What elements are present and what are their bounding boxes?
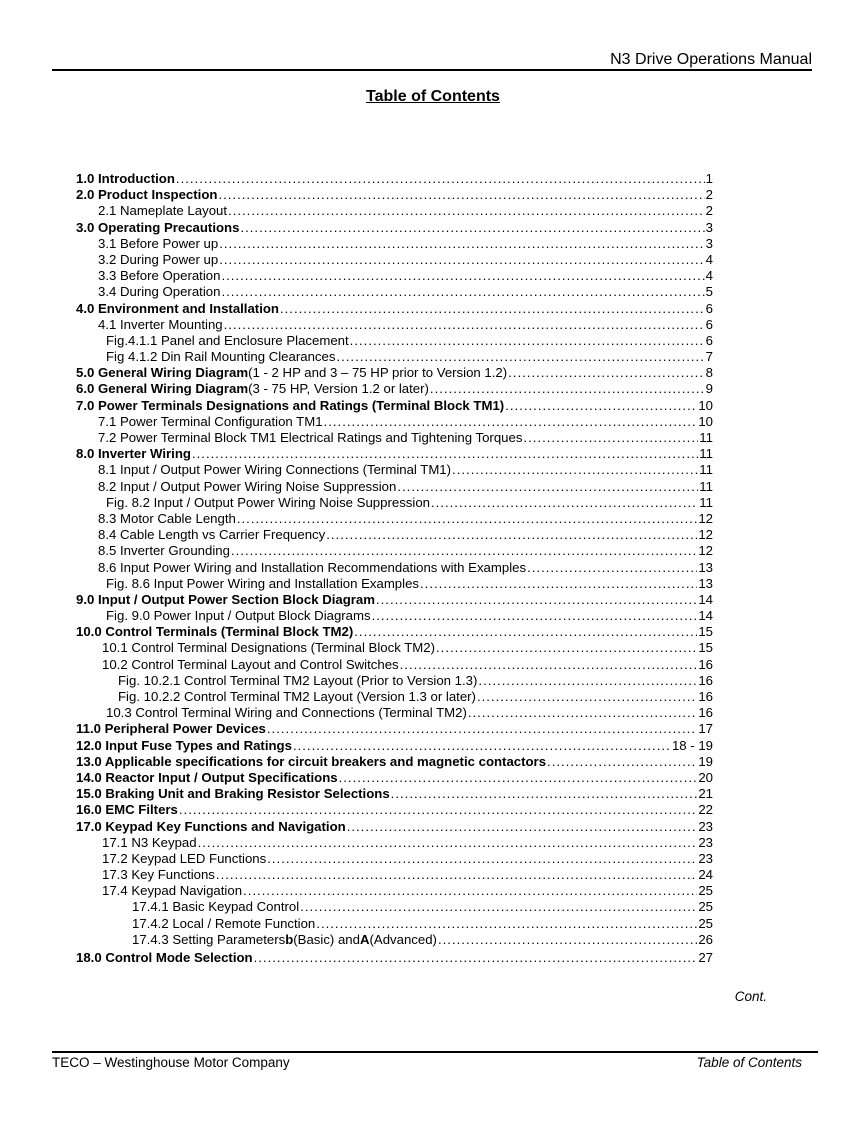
- toc-entry[interactable]: 17.0 Keypad Key Functions and Navigation ..... 23: [76, 819, 713, 835]
- toc-entry[interactable]: 16.0 EMC Filters ..... 22: [76, 802, 713, 818]
- toc-entry[interactable]: 18.0 Control Mode Selection ..... 27: [76, 950, 713, 966]
- toc-entry[interactable]: 15.0 Braking Unit and Braking Resistor Selections ..... 21: [76, 786, 713, 802]
- toc-entry[interactable]: Fig. 8.2 Input / Output Power Wiring Noise Suppression ..... 11: [76, 495, 713, 511]
- toc-entry[interactable]: 4.1 Inverter Mounting ..... 6: [76, 317, 713, 333]
- toc-entry[interactable]: Fig. 9.0 Power Input / Output Block Diagrams ..... 14: [76, 608, 713, 624]
- toc-entry[interactable]: 8.3 Motor Cable Length ..... 12: [76, 511, 713, 527]
- toc-entry[interactable]: 10.3 Control Terminal Wiring and Connections (Terminal TM2) ..... 16: [76, 705, 713, 721]
- toc-entry[interactable]: 3.4 During Operation ..... 5: [76, 284, 713, 300]
- toc-entry[interactable]: 12.0 Input Fuse Types and Ratings ..... 18 - 19: [76, 738, 713, 754]
- toc-entry[interactable]: 9.0 Input / Output Power Section Block Diagram ..... 14: [76, 592, 713, 608]
- toc-entry[interactable]: 7.2 Power Terminal Block TM1 Electrical Ratings and Tightening Torques ..... 11: [76, 430, 713, 446]
- toc-entry[interactable]: 8.5 Inverter Grounding ..... 12: [76, 543, 713, 559]
- toc-entry[interactable]: 17.1 N3 Keypad ..... 23: [76, 835, 713, 851]
- header-title: N3 Drive Operations Manual: [610, 51, 812, 68]
- toc-entry[interactable]: 3.0 Operating Precautions ..... 3: [76, 220, 713, 236]
- toc-entry[interactable]: 8.1 Input / Output Power Wiring Connections (Terminal TM1) ..... 11: [76, 462, 713, 478]
- toc-entry[interactable]: 8.0 Inverter Wiring ..... 11: [76, 446, 713, 462]
- header-divider: [52, 69, 812, 71]
- toc-entry[interactable]: 13.0 Applicable specifications for circuit breakers and magnetic contactors ..... 19: [76, 754, 713, 770]
- toc-entry[interactable]: 5.0 General Wiring Diagram (1 - 2 HP and 3 – 75 HP prior to Version 1.2) ..... 8: [76, 365, 713, 381]
- toc-entry[interactable]: 6.0 General Wiring Diagram (3 - 75 HP, Version 1.2 or later) ..... 9: [76, 381, 713, 397]
- toc-entry[interactable]: Fig. 8.6 Input Power Wiring and Installation Examples ..... 13: [76, 576, 713, 592]
- toc-entry[interactable]: 7.0 Power Terminals Designations and Ratings (Terminal Block TM1) ..... 10: [76, 398, 713, 414]
- toc-entry[interactable]: Fig 4.1.2 Din Rail Mounting Clearances ..... 7: [76, 349, 713, 365]
- toc-entry[interactable]: 4.0 Environment and Installation ..... 6: [76, 301, 713, 317]
- toc-entry[interactable]: Fig.4.1.1 Panel and Enclosure Placement ..... 6: [76, 333, 713, 349]
- toc-entry[interactable]: 1.0 Introduction ..... 1: [76, 171, 713, 187]
- toc-entry[interactable]: 8.6 Input Power Wiring and Installation Recommendations with Examples ..... 13: [76, 560, 713, 576]
- continued-note: Cont.: [734, 989, 767, 1004]
- toc-entry[interactable]: 10.2 Control Terminal Layout and Control Switches ..... 16: [76, 657, 713, 673]
- toc-entry[interactable]: 8.2 Input / Output Power Wiring Noise Suppression ..... 11: [76, 479, 713, 495]
- footer-section: Table of Contents: [696, 1055, 802, 1070]
- toc-entry[interactable]: 10.1 Control Terminal Designations (Terminal Block TM2) ..... 15: [76, 640, 713, 656]
- page-title: Table of Contents: [366, 88, 500, 105]
- toc-entry[interactable]: 17.3 Key Functions ..... 24: [76, 867, 713, 883]
- toc-entry[interactable]: 17.4.1 Basic Keypad Control ..... 25: [76, 899, 713, 915]
- toc-entry[interactable]: 3.2 During Power up ..... 4: [76, 252, 713, 268]
- toc-entry[interactable]: 17.4.2 Local / Remote Function ..... 25: [76, 916, 713, 932]
- toc-entry[interactable]: 17.2 Keypad LED Functions ..... 23: [76, 851, 713, 867]
- toc-entry[interactable]: 17.4.3 Setting Parameters b (Basic) and A (Advanced) ..... 26: [76, 932, 713, 948]
- toc-entry[interactable]: 17.4 Keypad Navigation ..... 25: [76, 883, 713, 899]
- toc-entry[interactable]: 7.1 Power Terminal Configuration TM1 ..... 10: [76, 414, 713, 430]
- toc-entry[interactable]: 2.0 Product Inspection ..... 2: [76, 187, 713, 203]
- footer-divider: [52, 1051, 818, 1053]
- toc-entry[interactable]: 3.3 Before Operation ..... 4: [76, 268, 713, 284]
- toc-entry[interactable]: 14.0 Reactor Input / Output Specifications ..... 20: [76, 770, 713, 786]
- footer-company: TECO – Westinghouse Motor Company: [52, 1055, 290, 1070]
- toc-entry[interactable]: 10.0 Control Terminals (Terminal Block TM2) ..... 15: [76, 624, 713, 640]
- toc-entry[interactable]: Fig. 10.2.1 Control Terminal TM2 Layout (Prior to Version 1.3) ..... 16: [76, 673, 713, 689]
- toc-entry[interactable]: 2.1 Nameplate Layout ..... 2: [76, 203, 713, 219]
- table-of-contents: [76, 171, 713, 966]
- toc-entry[interactable]: 11.0 Peripheral Power Devices ..... 17: [76, 721, 713, 737]
- toc-entry[interactable]: 8.4 Cable Length vs Carrier Frequency ..... 12: [76, 527, 713, 543]
- toc-entry[interactable]: Fig. 10.2.2 Control Terminal TM2 Layout (Version 1.3 or later) ..... 16: [76, 689, 713, 705]
- toc-entry[interactable]: 3.1 Before Power up ..... 3: [76, 236, 713, 252]
